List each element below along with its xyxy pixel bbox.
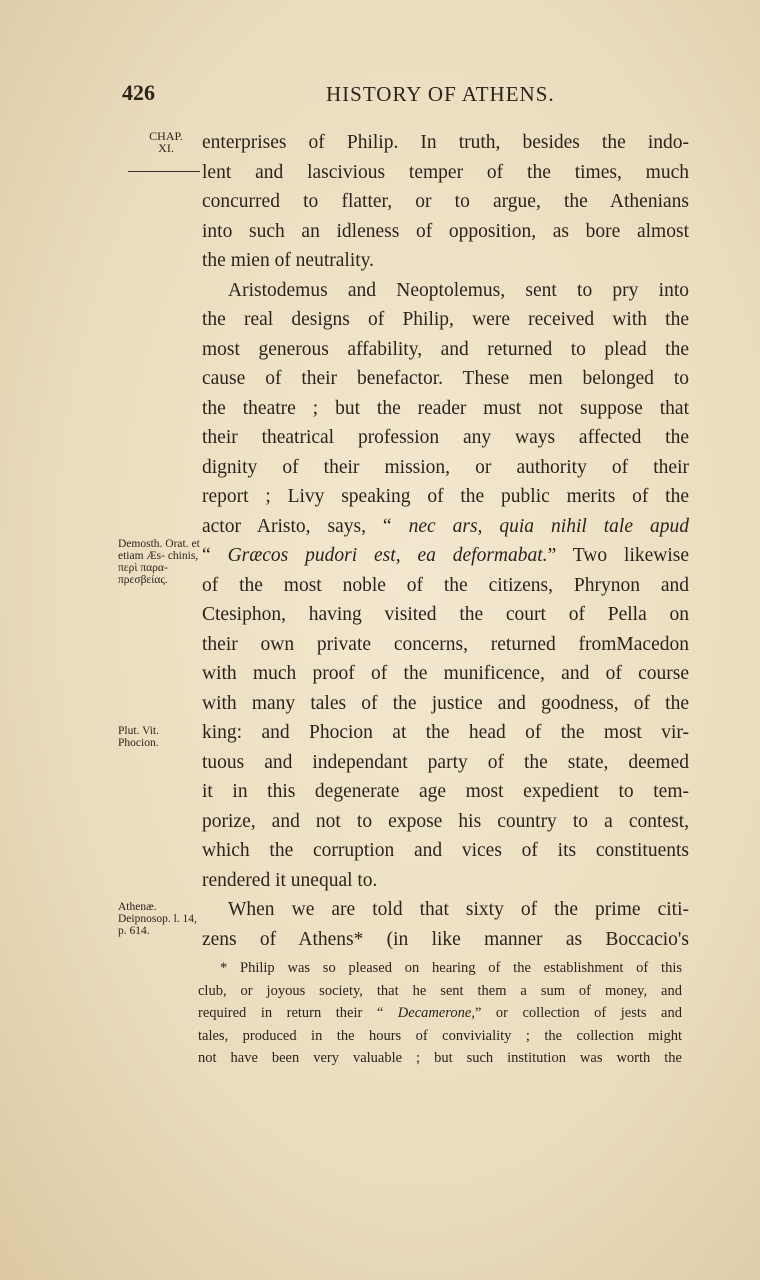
body-line: rendered it unequal to. (202, 869, 378, 891)
margin-note-athenaeus: Athenæ. Deipnosop. l. 14, p. 614. (118, 901, 197, 937)
footnote-tail: ” or collection of jests and (474, 1005, 682, 1022)
quote-lead: “ (202, 545, 228, 566)
footnote-line-italic (198, 1002, 682, 1025)
footnote-lead: required in return their “ (198, 1005, 398, 1022)
footnote (198, 957, 682, 1070)
body-line: cause of their benefactor. These men belonged to (202, 368, 689, 389)
chapter-number: XI. (158, 141, 174, 155)
body-line: zens of Athens* (in like manner as Boccacio's (202, 928, 689, 950)
body-line: the real designs of Philip, were received with the (202, 309, 689, 330)
footnote-line: not have been very valuable ; but such institution was worth the (198, 1050, 682, 1067)
body-line: their theatrical profession any ways affected the (202, 427, 689, 448)
body-line: it in this degenerate age most expedient to tem- (202, 781, 689, 802)
body-line: with much proof of the munificence, and of course (202, 663, 689, 684)
body-line-quote-1 (202, 512, 689, 542)
body-text (202, 128, 689, 954)
quote-lead: actor Aristo, says, “ (202, 515, 409, 537)
body-line: dignity of their mission, or authority of their (202, 456, 689, 478)
body-line: enterprises of Philip. In truth, besides the indo- (202, 132, 689, 153)
body-line: Aristodemus and Neoptolemus, sent to pry into (228, 279, 689, 301)
body-line: with many tales of the justice and goodness, of the (202, 692, 689, 714)
chapter-label: CHAP. (149, 129, 183, 143)
body-line: the mien of neutrality. (202, 250, 375, 271)
running-title: HISTORY OF ATHENS. (326, 82, 555, 106)
body-line: their own private concerns, returned fromMacedon (202, 633, 689, 655)
chapter-rule (128, 171, 200, 172)
footnote-line: tales, produced in the hours of conviviality ; the collection might (198, 1027, 682, 1044)
body-line: lent and lascivious temper of the times, much (202, 161, 689, 183)
body-line: of the most noble of the citizens, Phrynon and (202, 574, 689, 596)
body-line: most generous affability, and returned to plead the (202, 338, 689, 360)
page-number: 426 (122, 80, 155, 105)
footnote-line: club, or joyous society, that he sent them a sum of money, and (198, 982, 682, 999)
body-line: king: and Phocion at the head of the most vir- (202, 722, 689, 743)
body-line-quote-2 (202, 541, 689, 571)
body-line: Ctesiphon, having visited the court of Pella on (202, 604, 689, 625)
body-line: concurred to flatter, or to argue, the Athenians (202, 191, 689, 212)
body-line: porize, and not to expose his country to a contest, (202, 810, 689, 832)
body-line: When we are told that sixty of the prime citi- (228, 899, 689, 920)
body-line: the theatre ; but the reader must not suppose that (202, 397, 689, 419)
footnote-line: * Philip was so pleased on hearing of the establishment of this (220, 960, 682, 976)
latin-quote: Græcos pudori est, ea deformabat. (227, 545, 548, 566)
decamerone-title: Decamerone, (397, 1005, 475, 1022)
running-head (0, 80, 760, 108)
body-line: which the corruption and vices of its constituents (202, 840, 689, 861)
latin-quote: nec ars, quia nihil tale apud (408, 515, 689, 537)
body-line: into such an idleness of opposition, as bore almost (202, 220, 689, 242)
margin-note-plutarch: Plut. Vit. Phocion. (118, 725, 159, 749)
body-line: report ; Livy speaking of the public merits of the (202, 486, 689, 507)
chapter-mark (140, 130, 192, 154)
margin-note-demosthenes: Demosth. Orat. et etiam Æs- chinis, περὶ παρα- πρεσβείας. (118, 538, 200, 586)
body-line: tuous and independant party of the state, deemed (202, 751, 689, 773)
quote-tail: ” Two likewise (547, 545, 690, 566)
